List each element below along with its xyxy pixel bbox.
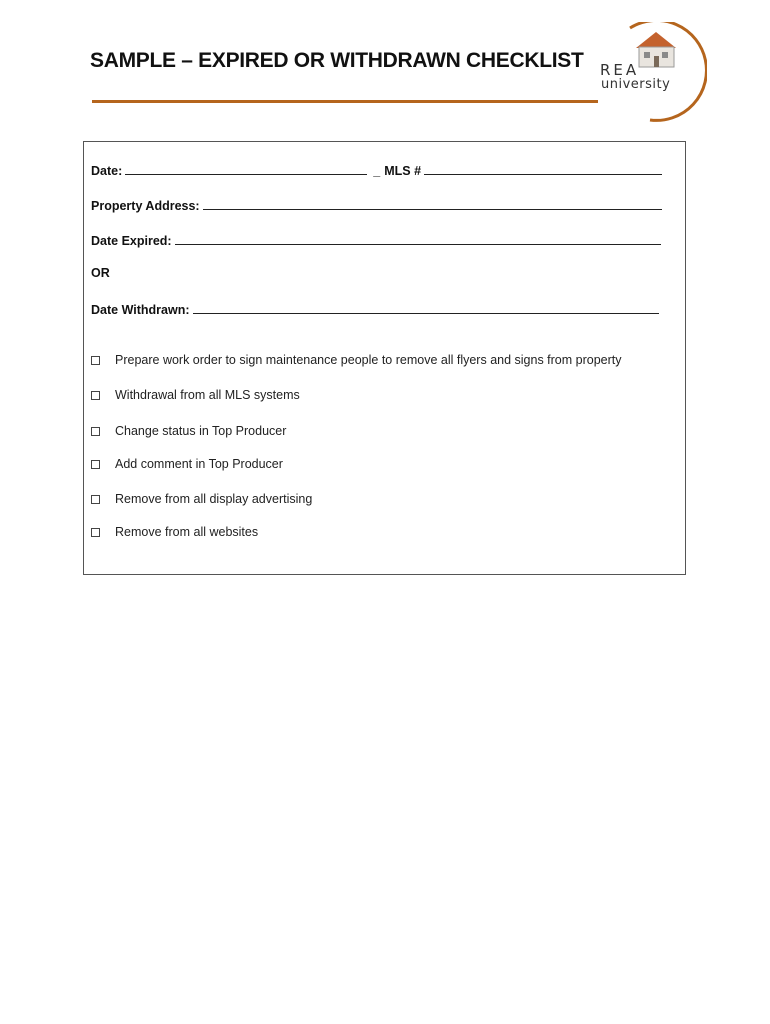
property-address-row xyxy=(91,197,662,213)
checklist-form xyxy=(83,141,686,575)
checklist-item xyxy=(91,492,312,506)
checklist-item-label: Withdrawal from all MLS systems xyxy=(115,388,300,402)
checklist-item-label: Remove from all display advertising xyxy=(115,492,313,506)
checkbox[interactable] xyxy=(91,427,100,436)
checkbox[interactable] xyxy=(91,495,100,504)
date-withdrawn-row xyxy=(91,301,659,317)
logo-university-text: university xyxy=(601,77,671,92)
checklist-item xyxy=(91,457,283,471)
title-underline xyxy=(92,100,598,103)
or-label: OR xyxy=(91,266,110,280)
mls-label: MLS # xyxy=(384,164,422,178)
checklist-item xyxy=(91,525,258,539)
date-separator: _ xyxy=(373,164,381,178)
date-expired-field[interactable] xyxy=(175,232,661,245)
date-expired-label: Date Expired: xyxy=(91,234,172,248)
date-label: Date: xyxy=(91,164,123,178)
date-field[interactable] xyxy=(125,162,367,175)
checklist-item-label: Remove from all websites xyxy=(115,525,259,539)
checklist-item xyxy=(91,424,286,438)
rea-university-logo xyxy=(592,22,707,122)
checklist-item-label: Add comment in Top Producer xyxy=(115,457,283,471)
checklist-item-label: Change status in Top Producer xyxy=(115,424,287,438)
checkbox[interactable] xyxy=(91,460,100,469)
property-address-field[interactable] xyxy=(203,197,662,210)
checklist-item-label: Prepare work order to sign maintenance people to remove all flyers and signs from property xyxy=(115,353,622,367)
checkbox[interactable] xyxy=(91,391,100,400)
logo-rea-text: REA xyxy=(600,61,640,79)
mls-field[interactable] xyxy=(424,162,662,175)
date-withdrawn-label: Date Withdrawn: xyxy=(91,303,190,317)
checkbox[interactable] xyxy=(91,356,100,365)
checklist-item xyxy=(91,353,622,367)
date-expired-row xyxy=(91,232,661,248)
property-address-label: Property Address: xyxy=(91,199,200,213)
date-mls-row xyxy=(91,162,662,178)
checklist-item xyxy=(91,388,300,402)
checkbox[interactable] xyxy=(91,528,100,537)
page-title: SAMPLE – EXPIRED OR WITHDRAWN CHECKLIST xyxy=(90,49,584,72)
or-row xyxy=(91,266,110,280)
date-withdrawn-field[interactable] xyxy=(193,301,659,314)
